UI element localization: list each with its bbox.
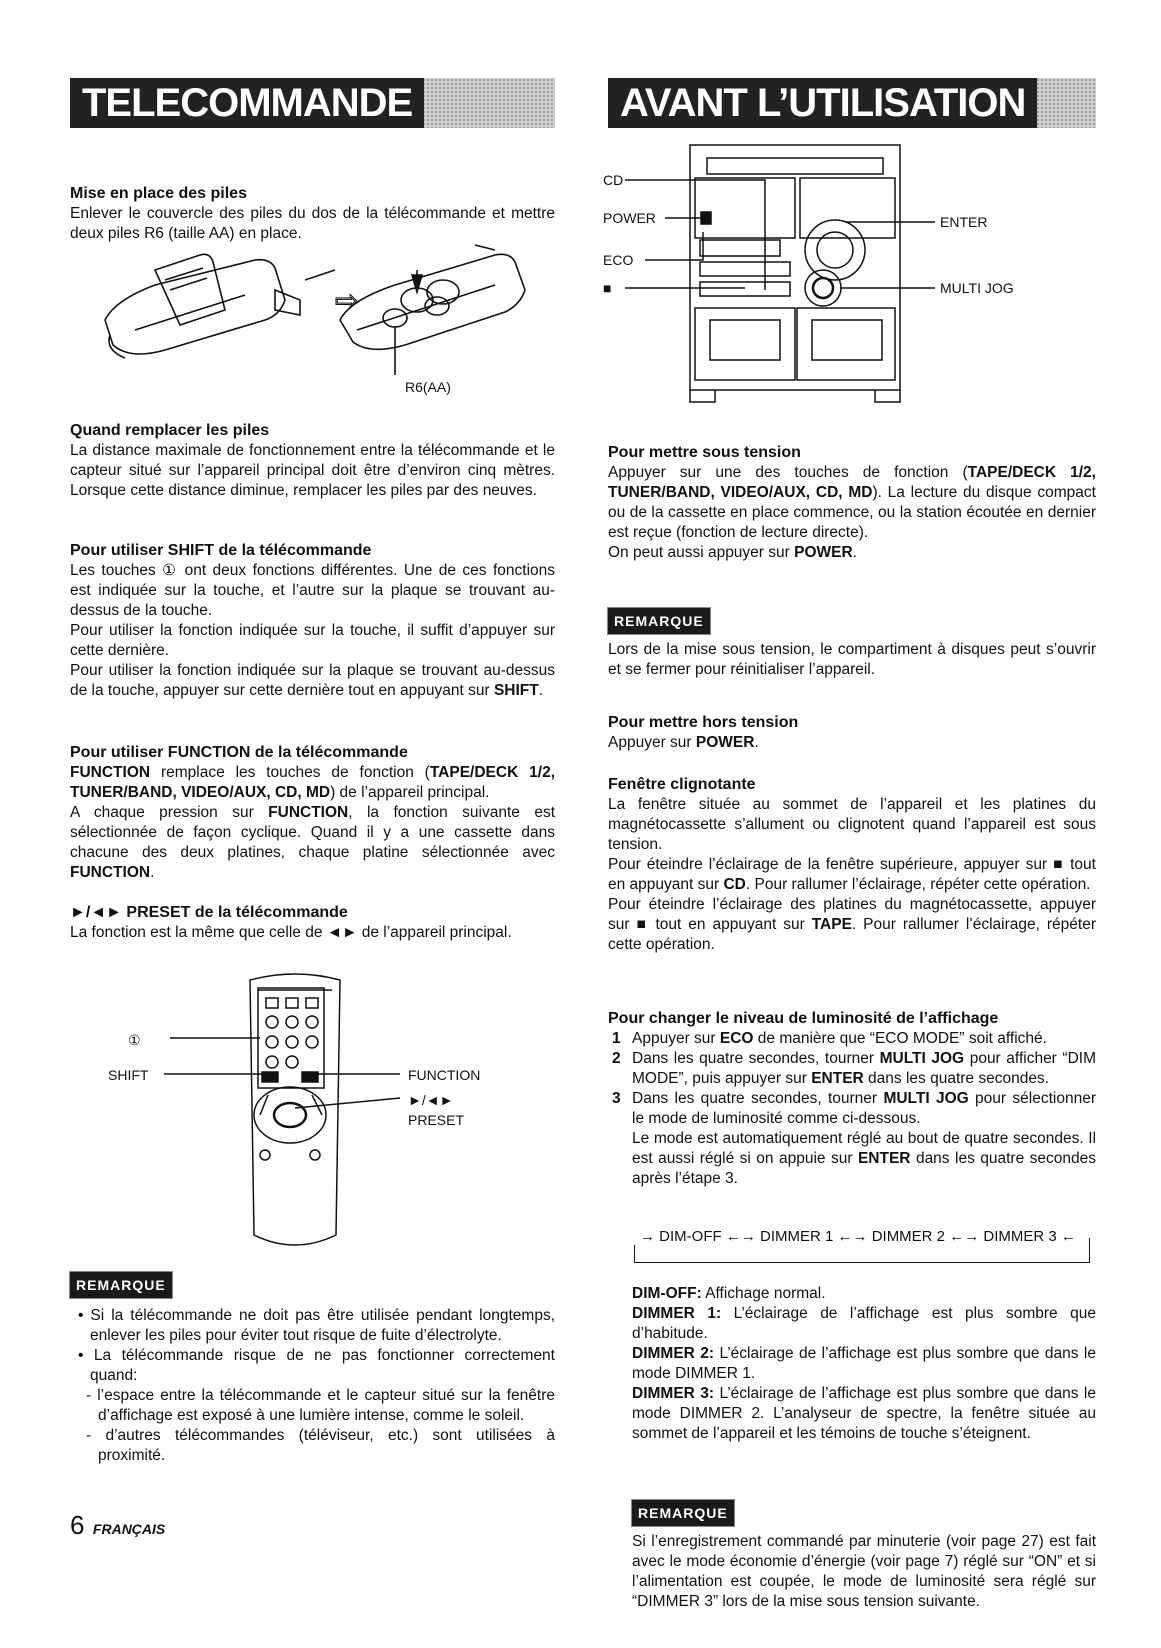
piles-section: [70, 183, 555, 244]
device-label-power: POWER: [603, 210, 656, 226]
device-label-stop: ■: [603, 280, 612, 296]
shift-p2: Pour utiliser la fonction indiquée sur la touche, il suffit d’appuyer sur cette dernière.: [70, 622, 555, 659]
fenetre-title: Fenêtre clignotante: [608, 776, 756, 793]
step-3-note: Le mode est automatiquement réglé au bout de quatre secondes. Il est aussi réglé si on appuie sur ENTER dans les quatre secondes après l’étape 3.: [632, 1130, 1097, 1187]
function-section: [70, 742, 555, 883]
battery-illustration: [95, 240, 535, 420]
function-p1: FUNCTION remplace les touches de fonction (TAPE/DECK 1/2, TUNER/BAND, VIDEO/AUX, CD, MD) de l’appareil principal.: [70, 764, 555, 801]
right-remarque2-section: [632, 1500, 1096, 1612]
device-label-multi-jog: MULTI JOG: [940, 280, 1014, 296]
cycle-dimmer-1: DIMMER 1: [760, 1228, 834, 1245]
device-label-cd: CD: [603, 172, 624, 188]
remote-circle-label: ①: [128, 1032, 141, 1048]
dimoff-desc: DIM-OFF: Affichage normal.: [632, 1285, 826, 1302]
left-banner: [70, 78, 555, 128]
cycle-dim-off: DIM-OFF: [659, 1228, 722, 1245]
left-remarque-1: • Si la télécommande ne doit pas être utilisée pendant longtemps, enlever les piles pour éviter tout risque de fuite d’électrolyte.: [78, 1307, 555, 1344]
remplacer-text: La distance maximale de fonctionnement entre la télécommande et le capteur situé sur l’appareil principal doit être d’environ cinq mètres. Lorsque cette distance diminue, remplacer les piles par des neuves.: [70, 442, 555, 499]
sous-tension-p2: On peut aussi appuyer sur POWER.: [608, 544, 857, 561]
right-remarque-badge: REMARQUE: [608, 608, 710, 634]
cycle-dimmer-3: DIMMER 3: [983, 1228, 1057, 1245]
left-remarque-section: [70, 1272, 555, 1466]
fenetre-p2: Pour éteindre l’éclairage de la fenêtre supérieure, appuyer sur ■ tout en appuyant sur CD. Pour rallumer l’éclairage, répéter cette opération.: [608, 856, 1096, 893]
remote-preset-symbol: ►/◄►: [408, 1092, 454, 1108]
right-remarque2-text: Si l’enregistrement commandé par minuterie (voir page 27) est fait avec le mode économie d’énergie (voir page 7) réglé sur “ON” et si l’alimentation est coupée, le mode de luminosité sera réglé sur “DIMMER 3” lors de la mise sous tension suivante.: [632, 1533, 1096, 1610]
remote-illustration: [100, 960, 520, 1275]
preset-section: [70, 902, 555, 943]
left-remarque-3: - l’espace entre la télécommande et le capteur situé sur la fenêtre d’affichage est exposé à une lumière intense, comme le soleil.: [86, 1387, 555, 1424]
dim1-desc: DIMMER 1: L’éclairage de l’affichage est plus sombre que d’habitude.: [632, 1305, 1096, 1342]
right-remarque2-badge: REMARQUE: [632, 1500, 734, 1526]
luminosite-section: [608, 1008, 1096, 1189]
right-remarque-text: Lors de la mise sous tension, le compartiment à disques peut s’ouvrir et se fermer pour réinitialiser l’appareil.: [608, 641, 1096, 678]
function-title: Pour utiliser FUNCTION de la télécommande: [70, 744, 408, 761]
left-remarque-2: • La télécommande risque de ne pas fonctionner correctement quand:: [78, 1347, 555, 1384]
step-3: 3 Dans les quatre secondes, tourner MULTI JOG pour sélectionner le mode de luminosité comme ci-dessous.: [612, 1090, 1097, 1127]
page-footer: [70, 1510, 165, 1541]
left-banner-title: TELECOMMANDE: [70, 78, 424, 128]
shift-section: [70, 540, 555, 701]
piles-title: Mise en place des piles: [70, 185, 247, 202]
sous-tension-p1: Appuyer sur une des touches de fonction (TAPE/DECK 1/2, TUNER/BAND, VIDEO/AUX, CD, MD). La lecture du disque compact ou de la cassette en place commence, ou la station écoutée en dernier est reçue (fonction de lecture directe).: [608, 464, 1096, 541]
sous-tension-section: [608, 442, 1096, 563]
luminosite-title: Pour changer le niveau de luminosité de l’affichage: [608, 1010, 999, 1027]
left-remarque-4: - d’autres télécommandes (téléviseur, etc.) sont utilisées à proximité.: [86, 1427, 555, 1464]
dim3-desc: DIMMER 3: L’éclairage de l’affichage est plus sombre que dans le mode DIMMER 2. L’analyseur de spectre, la fenêtre située au sommet de l’appareil et les témoins de touche s’éteignent.: [632, 1385, 1096, 1442]
remote-preset-label: PRESET: [408, 1112, 465, 1128]
preset-title: ►/◄► PRESET de la télécommande: [70, 904, 348, 921]
stereo-illustration: [595, 140, 1065, 420]
remote-function-label: FUNCTION: [408, 1067, 481, 1083]
step-1: 1 Appuyer sur ECO de manière que “ECO MODE” soit affiché.: [612, 1030, 1047, 1047]
fenetre-p1: La fenêtre située au sommet de l’appareil et les platines du magnétocassette s’allument ou clignotent quand l’appareil est sous tension.: [608, 796, 1096, 853]
shift-title: Pour utiliser SHIFT de la télécommande: [70, 542, 372, 559]
page-language: FRANÇAIS: [92, 1521, 166, 1537]
hors-tension-text: Appuyer sur POWER.: [608, 734, 759, 751]
remplacer-section: [70, 420, 555, 501]
step-2: 2 Dans les quatre secondes, tourner MULTI JOG pour afficher “DIM MODE”, puis appuyer sur ENTER dans les quatre secondes.: [612, 1050, 1096, 1087]
luminosite-steps: [608, 1029, 1096, 1189]
dim2-desc: DIMMER 2: L’éclairage de l’affichage est plus sombre que dans le mode DIMMER 1.: [632, 1345, 1096, 1382]
hors-tension-title: Pour mettre hors tension: [608, 714, 799, 731]
device-label-eco: ECO: [603, 252, 634, 268]
dimmer-descriptions: [632, 1284, 1096, 1444]
device-label-enter: ENTER: [940, 214, 988, 230]
remote-shift-label: SHIFT: [108, 1067, 149, 1083]
shift-p1: Les touches ① ont deux fonctions différentes. Une de ces fonctions est indiquée sur la touche, et l’autre sur la plaque se trouvant au-dessus de la touche.: [70, 562, 555, 619]
right-remarque-section: [608, 608, 1096, 680]
cycle-dimmer-2: DIMMER 2: [871, 1228, 946, 1245]
function-p2: A chaque pression sur FUNCTION, la fonction suivante est sélectionnée de façon cyclique. Quand il y a une cassette dans chacune des deux platines, chaque platine sélectionnée avec FUNCTION.: [70, 804, 555, 881]
hors-tension-section: [608, 712, 1096, 753]
preset-text: La fonction est la même que celle de ◄► de l’appareil principal.: [70, 924, 512, 941]
dim-cycle-diagram: → DIM-OFF ←→ DIMMER 1 ←→ DIMMER 2 ←→ DIMMER 3 ←: [634, 1228, 1094, 1268]
page-number: 6: [70, 1510, 85, 1540]
right-banner: [608, 78, 1096, 128]
piles-text: Enlever le couvercle des piles du dos de la télécommande et mettre deux piles R6 (taille AA) en place.: [70, 205, 555, 242]
fenetre-section: [608, 774, 1096, 955]
left-remarque-badge: REMARQUE: [70, 1272, 172, 1298]
fenetre-p3: Pour éteindre l’éclairage des platines du magnétocassette, appuyer sur ■ tout en appuyant sur TAPE. Pour rallumer l’éclairage, répéter cette opération.: [608, 896, 1096, 953]
remplacer-title: Quand remplacer les piles: [70, 422, 270, 439]
sous-tension-title: Pour mettre sous tension: [608, 444, 801, 461]
battery-label: R6(AA): [405, 379, 451, 395]
right-banner-title: AVANT L’UTILISATION: [608, 78, 1037, 128]
shift-p3: Pour utiliser la fonction indiquée sur la plaque se trouvant au-dessus de la touche, appuyer sur cette dernière tout en appuyant sur SHIFT.: [70, 662, 555, 699]
svg-text:⇨: ⇨: [335, 285, 359, 316]
